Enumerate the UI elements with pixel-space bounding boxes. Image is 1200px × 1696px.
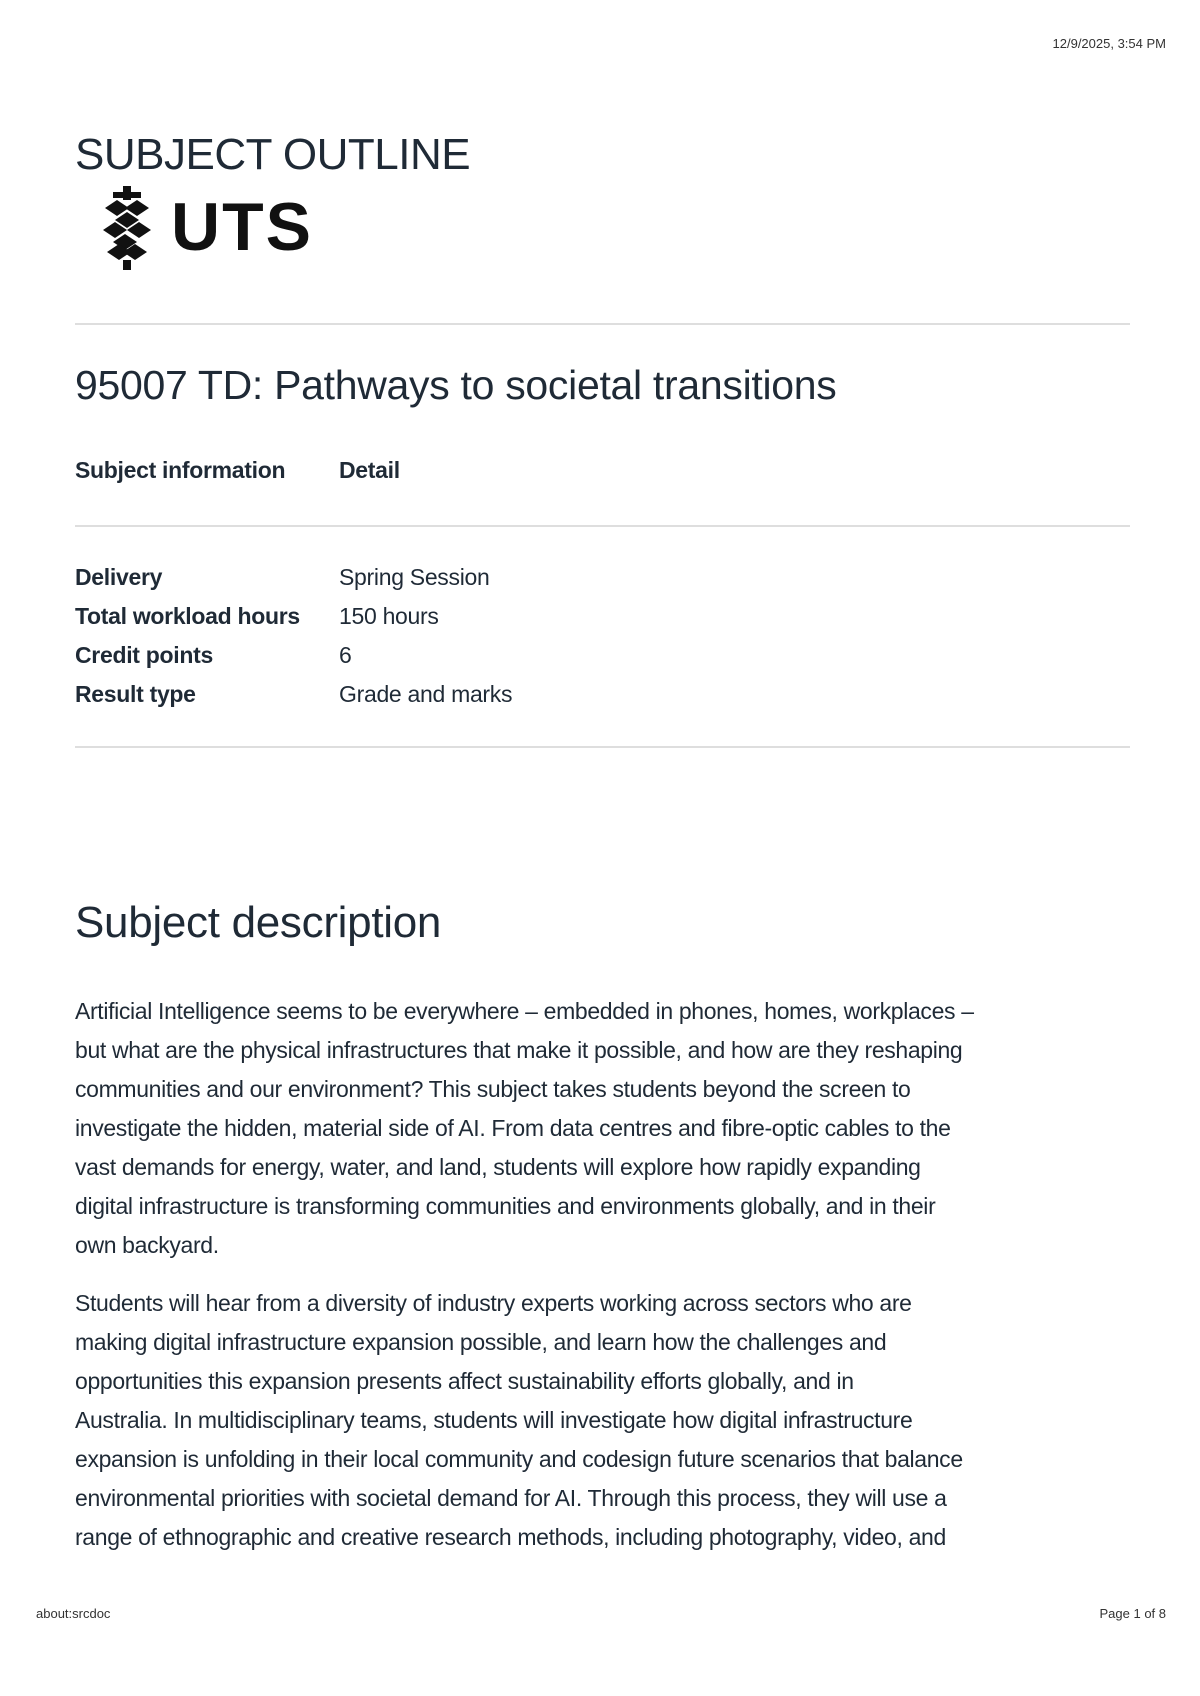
print-timestamp: 12/9/2025, 3:54 PM [1052,36,1166,51]
row-label: Delivery [75,564,163,590]
text-line: vast demands for energy, water, and land, students will explore how rapidly expanding [75,1154,921,1180]
text-line: communities and our environment? This subject takes students beyond the screen to [75,1076,911,1102]
row-value: Spring Session [339,564,490,590]
description-paragraph-2 [75,1284,1137,1557]
print-url: about:srcdoc [36,1606,111,1621]
divider [75,746,1130,748]
subject-title: 95007 TD: Pathways to societal transitions [75,362,837,408]
text-line: expansion is unfolding in their local community and codesign future scenarios that balance [75,1446,963,1472]
text-line: environmental priorities with societal demand for AI. Through this process, they will use a [75,1485,947,1511]
uts-logo [99,186,369,272]
text-line: digital infrastructure is transforming communities and environments globally, and in their [75,1193,936,1219]
text-line: Artificial Intelligence seems to be everywhere – embedded in phones, homes, workplaces – [75,998,974,1024]
text-line: Students will hear from a diversity of industry experts working across sectors who are [75,1290,912,1316]
text-line: Australia. In multidisciplinary teams, students will investigate how digital infrastructure [75,1407,913,1433]
text-line: making digital infrastructure expansion possible, and learn how the challenges and [75,1329,887,1355]
uts-crest-icon [103,186,151,270]
row-label: Total workload hours [75,603,300,629]
text-line: investigate the hidden, material side of AI. From data centres and fibre-optic cables to the [75,1115,951,1141]
row-value: 150 hours [339,603,439,629]
row-label: Result type [75,681,196,707]
divider [75,525,1130,527]
row-value: 6 [339,642,352,668]
outline-title: SUBJECT OUTLINE [75,130,471,179]
text-line: opportunities this expansion presents affect sustainability efforts globally, and in [75,1368,854,1394]
text-line: but what are the physical infrastructures that make it possible, and how are they reshaping [75,1037,963,1063]
uts-wordmark: UTS [171,189,313,265]
page-indicator: Page 1 of 8 [1099,1606,1166,1621]
text-line: own backyard. [75,1232,219,1258]
divider [75,323,1130,325]
subject-description-heading: Subject description [75,898,442,947]
text-line: range of ethnographic and creative research methods, including photography, video, and [75,1524,946,1550]
table-header-detail: Detail [339,457,400,483]
row-value: Grade and marks [339,681,513,707]
row-label: Credit points [75,642,213,668]
table-header-subject-information: Subject information [75,457,286,483]
description-paragraph-1 [75,992,1137,1265]
